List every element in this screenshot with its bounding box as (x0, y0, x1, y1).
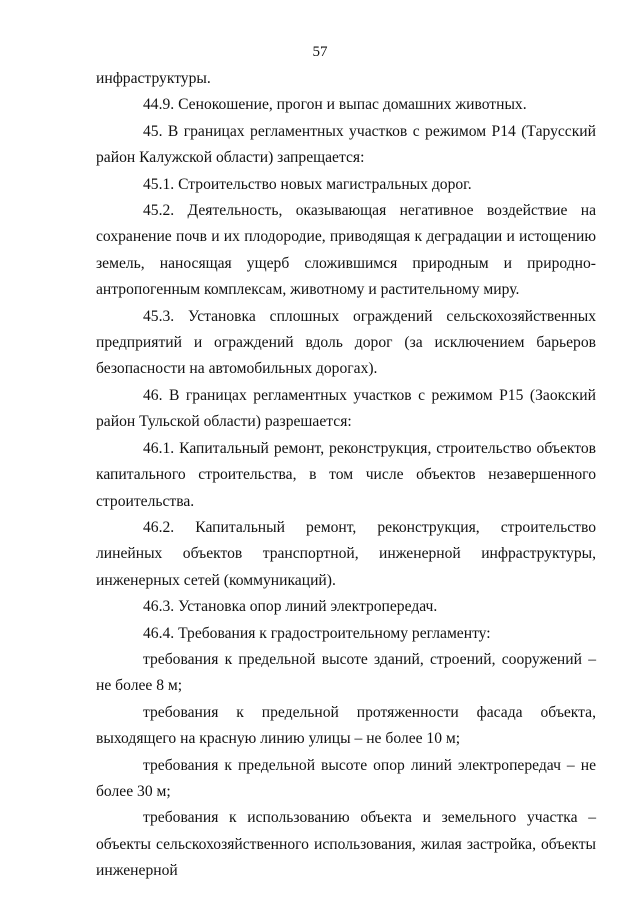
paragraph: 46.4. Требования к градостроительному регламенту: (143, 624, 491, 642)
paragraph: 45.1. Строительство новых магистральных дорог. (143, 175, 472, 193)
paragraph: 45.2. Деятельность, оказывающая негативное воздействие на сохранение почв и их плодородие, приводящая к деградации и истощению земель, наносящая ущерб сложившимся природным и природно-антропогенным комплексам, животному и растительному миру. (96, 202, 596, 299)
paragraph: инфраструктуры. (96, 70, 211, 87)
paragraph: требования к предельной высоте опор линий электропередач – не более 30 м; (96, 756, 596, 800)
paragraph: требования к предельной высоте зданий, строений, сооружений – не более 8 м; (96, 650, 596, 695)
paragraph: требования к предельной протяженности фасада объекта, выходящего на красную линию улицы – не более 10 м; (96, 703, 596, 748)
paragraph: 44.9. Сенокошение, прогон и выпас домашних животных. (143, 96, 527, 114)
paragraph: 46.3. Установка опор линий электропередач. (143, 598, 438, 616)
paragraph: 45.3. Установка сплошных ограждений сельскохозяйственных предприятий и ограждений вдоль дорог (за исключением барьеров безопасности на автомобильных дорогах). (96, 307, 596, 378)
paragraph: 46. В границах регламентных участков с режимом Р15 (Заокский район Тульской области) разрешается: (96, 386, 596, 431)
paragraph: 46.1. Капитальный ремонт, реконструкция, строительство объектов капитального строительства, в том числе объектов незавершенного строительства. (96, 439, 596, 510)
page-body (96, 66, 596, 885)
paragraph: 45. В границах регламентных участков с режимом Р14 (Тарусский район Калужской области) запрещается: (96, 122, 596, 167)
page-number: 57 (312, 44, 328, 60)
paragraph: 46.2. Капитальный ремонт, реконструкция, строительство линейных объектов транспортной, инженерной инфраструктуры, инженерных сетей (коммуникаций). (96, 518, 596, 589)
paragraph: требования к использованию объекта и земельного участка – объекты сельскохозяйственного использования, жилая застройка, объекты инженерной (96, 809, 596, 880)
